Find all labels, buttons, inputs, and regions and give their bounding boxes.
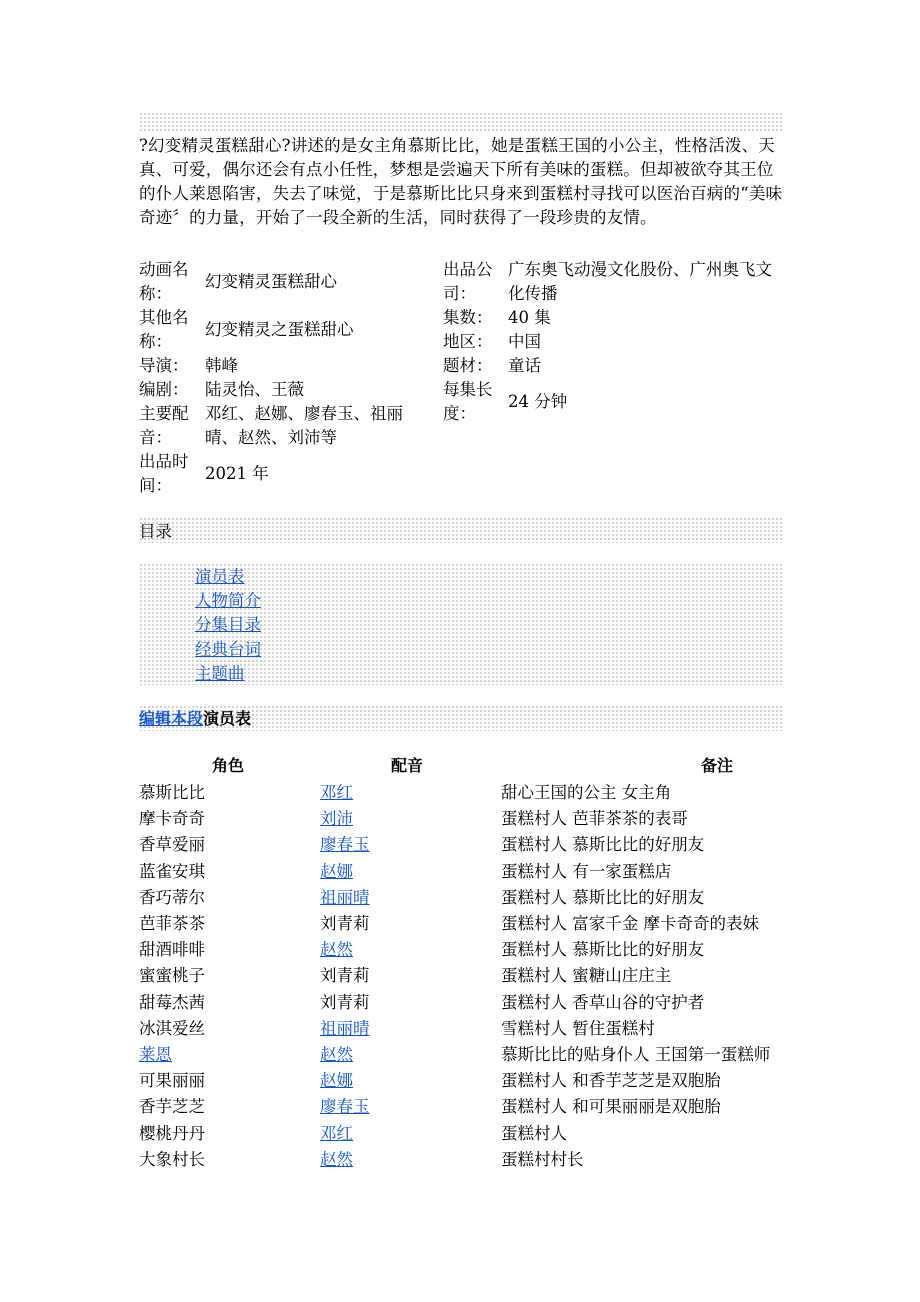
cast-role: 樱桃丹丹 bbox=[139, 1123, 205, 1143]
info-value-producer: 广东奥飞动漫文化股份、广州奥飞文化传播 bbox=[508, 260, 772, 303]
intro-paragraph: ?幻变精灵蛋糕甜心?讲述的是女主角慕斯比比，她是蛋糕王国的小公主，性格活泼、天真、可爱，偶尔还会有点小任性，梦想是尝遍天下所有美味的蛋糕。但却被欲夺其王位的仆人莱恩陷害，失去了味觉，于是慕斯比比只身来到蛋糕村寻找可以医治百病的“美味奇迹〞的力量，开始了一段全新的生活，同时获得了一段珍贵的友情。 bbox=[139, 136, 783, 227]
info-value-episodes: 40 集 bbox=[508, 308, 551, 327]
info-value-region: 中国 bbox=[508, 332, 541, 351]
cast-role: 大象村长 bbox=[139, 1149, 205, 1169]
info-label-region: 地区： bbox=[443, 332, 493, 351]
info-label-voice-cast: 主要配音： bbox=[139, 404, 189, 447]
info-label-episodes: 集数： bbox=[443, 308, 493, 327]
info-value-animation-name: 幻变精灵蛋糕甜心 bbox=[205, 272, 337, 291]
cast-role: 香草爱丽 bbox=[139, 835, 205, 855]
cast-note: 慕斯比比的贴身仆人 王国第一蛋糕师 bbox=[501, 1045, 771, 1064]
cast-note: 甜心王国的公主 女主角 bbox=[501, 783, 672, 802]
cast-voice-actor[interactable]: 廖春玉 bbox=[320, 835, 370, 855]
cast-voice-actor[interactable]: 刘沛 bbox=[320, 809, 353, 829]
cast-note: 蛋糕村人 有一家蛋糕店 bbox=[501, 861, 672, 881]
table-row bbox=[139, 806, 839, 832]
cast-role: 香巧蒂尔 bbox=[139, 887, 205, 907]
table-row bbox=[139, 885, 839, 911]
cast-note: 蛋糕村人 慕斯比比的好朋友 bbox=[501, 887, 705, 907]
info-label-director: 导演： bbox=[139, 356, 189, 375]
cast-voice-actor[interactable]: 赵娜 bbox=[320, 861, 353, 881]
cast-role: 慕斯比比 bbox=[139, 783, 205, 802]
info-value-other-name: 幻变精灵之蛋糕甜心 bbox=[205, 320, 354, 339]
cast-voice-actor[interactable]: 赵然 bbox=[320, 1149, 353, 1169]
cast-note: 蛋糕村人 香草山谷的守护者 bbox=[501, 992, 705, 1012]
cast-role: 蜜蜜桃子 bbox=[139, 966, 205, 986]
info-value-genre: 童话 bbox=[508, 356, 541, 375]
cast-voice-actor[interactable]: 祖丽晴 bbox=[320, 1018, 370, 1038]
table-row bbox=[139, 990, 839, 1016]
table-header-role: 角色 bbox=[212, 756, 245, 775]
intro-divider-band bbox=[139, 112, 783, 132]
toc-link-theme-song[interactable]: 主题曲 bbox=[195, 663, 245, 683]
toc-link-characters[interactable]: 人物简介 bbox=[195, 591, 261, 611]
cast-voice-actor[interactable]: 邓红 bbox=[320, 1123, 353, 1143]
toc-link-cast[interactable]: 演员表 bbox=[195, 567, 245, 586]
cast-note: 蛋糕村人 bbox=[501, 1123, 567, 1143]
info-value-writer: 陆灵怡、王薇 bbox=[205, 380, 304, 399]
table-row bbox=[139, 832, 839, 858]
table-row bbox=[139, 1016, 839, 1042]
cast-note: 蛋糕村人 慕斯比比的好朋友 bbox=[501, 835, 705, 855]
info-value-episode-length: 24 分钟 bbox=[508, 392, 568, 411]
cast-note: 蛋糕村人 蜜糖山庄庄主 bbox=[501, 966, 672, 986]
table-header-voice: 配音 bbox=[391, 756, 424, 775]
table-row bbox=[139, 1042, 839, 1068]
cast-role: 冰淇爱丝 bbox=[139, 1018, 205, 1038]
table-row bbox=[139, 1068, 839, 1094]
cast-role: 甜酒啡啡 bbox=[139, 940, 205, 960]
cast-voice-actor[interactable]: 廖春玉 bbox=[320, 1097, 370, 1117]
cast-role: 芭菲茶茶 bbox=[139, 914, 205, 933]
section-title: 演员表 bbox=[203, 709, 252, 728]
table-row bbox=[139, 1147, 839, 1173]
info-value-director: 韩峰 bbox=[205, 356, 238, 375]
cast-voice-actor[interactable]: 邓红 bbox=[320, 783, 353, 802]
table-row bbox=[139, 963, 839, 989]
toc-link-quotes[interactable]: 经典台词 bbox=[195, 639, 261, 659]
info-label-genre: 题材： bbox=[443, 356, 493, 375]
cast-voice-actor[interactable]: 赵然 bbox=[320, 1045, 353, 1064]
toc-title: 目录 bbox=[139, 522, 172, 541]
table-row bbox=[139, 937, 839, 963]
info-label-release-time: 出品时间： bbox=[139, 452, 189, 495]
toc-list bbox=[195, 565, 261, 686]
cast-note: 蛋糕村人 芭菲茶茶的表哥 bbox=[501, 809, 688, 829]
info-label-other-name: 其他名称： bbox=[139, 308, 189, 351]
info-label-animation-name: 动画名称： bbox=[139, 260, 189, 303]
cast-note: 蛋糕村人 和香芋芝芝是双胞胎 bbox=[501, 1071, 721, 1091]
cast-note: 蛋糕村人 和可果丽丽是双胞胎 bbox=[501, 1097, 721, 1117]
cast-note: 蛋糕村村长 bbox=[501, 1149, 584, 1169]
cast-voice-actor: 刘青莉 bbox=[320, 992, 370, 1012]
cast-voice-actor[interactable]: 赵娜 bbox=[320, 1071, 353, 1091]
info-label-writer: 编剧： bbox=[139, 380, 189, 399]
table-header-note: 备注 bbox=[701, 756, 734, 775]
cast-role: 甜莓杰茜 bbox=[139, 992, 205, 1012]
cast-role: 香芋芝芝 bbox=[139, 1097, 205, 1117]
cast-voice-actor: 刘青莉 bbox=[320, 966, 370, 986]
toc-header-band bbox=[139, 517, 783, 543]
toc-link-episodes[interactable]: 分集目录 bbox=[195, 615, 261, 635]
cast-role[interactable]: 莱恩 bbox=[139, 1045, 172, 1064]
cast-role: 蓝雀安琪 bbox=[139, 861, 205, 881]
section-heading bbox=[139, 707, 251, 731]
cast-voice-actor[interactable]: 赵然 bbox=[320, 940, 353, 960]
info-label-producer: 出品公司： bbox=[443, 260, 493, 303]
table-row bbox=[139, 1094, 839, 1120]
info-value-release-time: 2021 年 bbox=[205, 464, 269, 483]
cast-voice-actor: 刘青莉 bbox=[320, 914, 370, 933]
cast-voice-actor[interactable]: 祖丽晴 bbox=[320, 887, 370, 907]
cast-role: 摩卡奇奇 bbox=[139, 809, 205, 829]
table-row bbox=[139, 1121, 839, 1147]
cast-note: 蛋糕村人 富家千金 摩卡奇奇的表妹 bbox=[501, 914, 759, 933]
cast-role: 可果丽丽 bbox=[139, 1071, 205, 1091]
cast-note: 蛋糕村人 慕斯比比的好朋友 bbox=[501, 940, 705, 960]
table-row bbox=[139, 859, 839, 885]
table-row bbox=[139, 780, 839, 806]
edit-section-link[interactable]: 编辑本段 bbox=[139, 709, 204, 728]
info-value-voice-cast: 邓红、赵娜、廖春玉、祖丽晴、赵然、刘沛等 bbox=[205, 404, 403, 447]
table-row bbox=[139, 911, 839, 937]
cast-note: 雪糕村人 暂住蛋糕村 bbox=[501, 1018, 655, 1038]
info-label-episode-length: 每集长度： bbox=[443, 380, 493, 423]
